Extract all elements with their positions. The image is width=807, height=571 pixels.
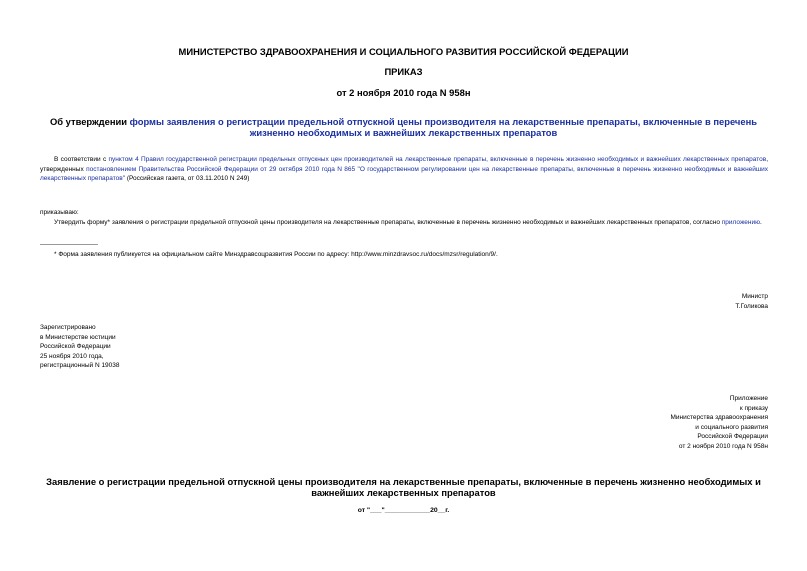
registration-line-5: регистрационный N 19038 (40, 362, 120, 369)
preamble-text-2: , утвержденных (40, 156, 769, 173)
preamble-text-1: В соответствии с (54, 156, 109, 163)
order-prikazyvayu: приказываю: (40, 209, 79, 216)
order-paragraph (40, 218, 768, 228)
footnote-separator: ________________ (40, 238, 98, 245)
preamble-text-3: (Российская газета, от 03.11.2010 N 249) (125, 175, 250, 182)
preamble-link-rules[interactable]: пунктом 4 Правил государственной регистрации предельных отпускных цен производителей на лекарственные препараты, включенные в перечень жизненно необходимых и важнейших лекарственных препаратов (108, 156, 767, 163)
registration-block (40, 323, 240, 371)
doc-date-number: от 2 ноября 2010 года N 958н (336, 87, 471, 98)
footnote-text: * Форма заявления публикуется на официальном сайте Минздравсоцразвития России по адресу: http://www.minzdravsoc.ru/docs/mzsr/regulation/9/. (54, 251, 498, 258)
preamble-link-resolution[interactable]: постановлением Правительства Российской Федерации от 29 октября 2010 года N 865 "О государственном регулировании цен на лекарственные препараты, включенные в перечень жизненно необходимых и важнейших лекарственных препаратов" (40, 165, 769, 182)
appendix-line-5: Российской Федерации (697, 433, 768, 440)
appendix-line-6: от 2 ноября 2010 года N 958н (678, 442, 768, 450)
registration-line-2: в Министерстве юстиции (40, 333, 116, 341)
application-date-line: от "___"____________20__г. (357, 507, 450, 514)
order-text-end: . (760, 219, 762, 226)
signature-name: Т.Голикова (735, 303, 768, 310)
order-text: Утвердить форму* заявления о регистрации предельной отпускной цены производителя на лекарственные препараты, включенные в перечень жизненно необходимых и важнейших лекарственных препаратов, согласно (54, 219, 722, 226)
ministry-heading: МИНИСТЕРСТВО ЗДРАВООХРАНЕНИЯ И СОЦИАЛЬНОГО РАЗВИТИЯ РОССИЙСКОЙ ФЕДЕРАЦИИ (178, 46, 629, 57)
title-prefix: Об утверждении (49, 116, 130, 127)
appendix-line-1: Приложение (729, 395, 768, 402)
appendix-line-2: к приказу (739, 404, 768, 412)
registration-line-4: 25 ноября 2010 года, (40, 352, 104, 360)
appendix-line-4: и социального развития (695, 423, 768, 431)
signature-position: Министр (741, 293, 768, 300)
application-title: Заявление о регистрации предельной отпускной цены производителя на лекарственные препараты, включенные в перечень жизненно необходимых и важнейших лекарственных препаратов (46, 476, 761, 498)
appendix-block (568, 394, 768, 451)
preamble-paragraph (40, 155, 768, 184)
document-title (40, 116, 767, 138)
registration-line-1: Зарегистрировано (40, 324, 96, 331)
title-link[interactable]: формы заявления о регистрации предельной отпускной цены производителя на лекарственные препараты, включенные в перечень жизненно необходимых и важнейших лекарственных препаратов (129, 116, 758, 138)
appendix-line-3: Министерства здравоохранения (670, 414, 768, 421)
registration-line-3: Российской Федерации (40, 343, 111, 350)
doc-type-heading: ПРИКАЗ (384, 66, 423, 77)
appendix-link[interactable]: приложению (721, 219, 761, 226)
